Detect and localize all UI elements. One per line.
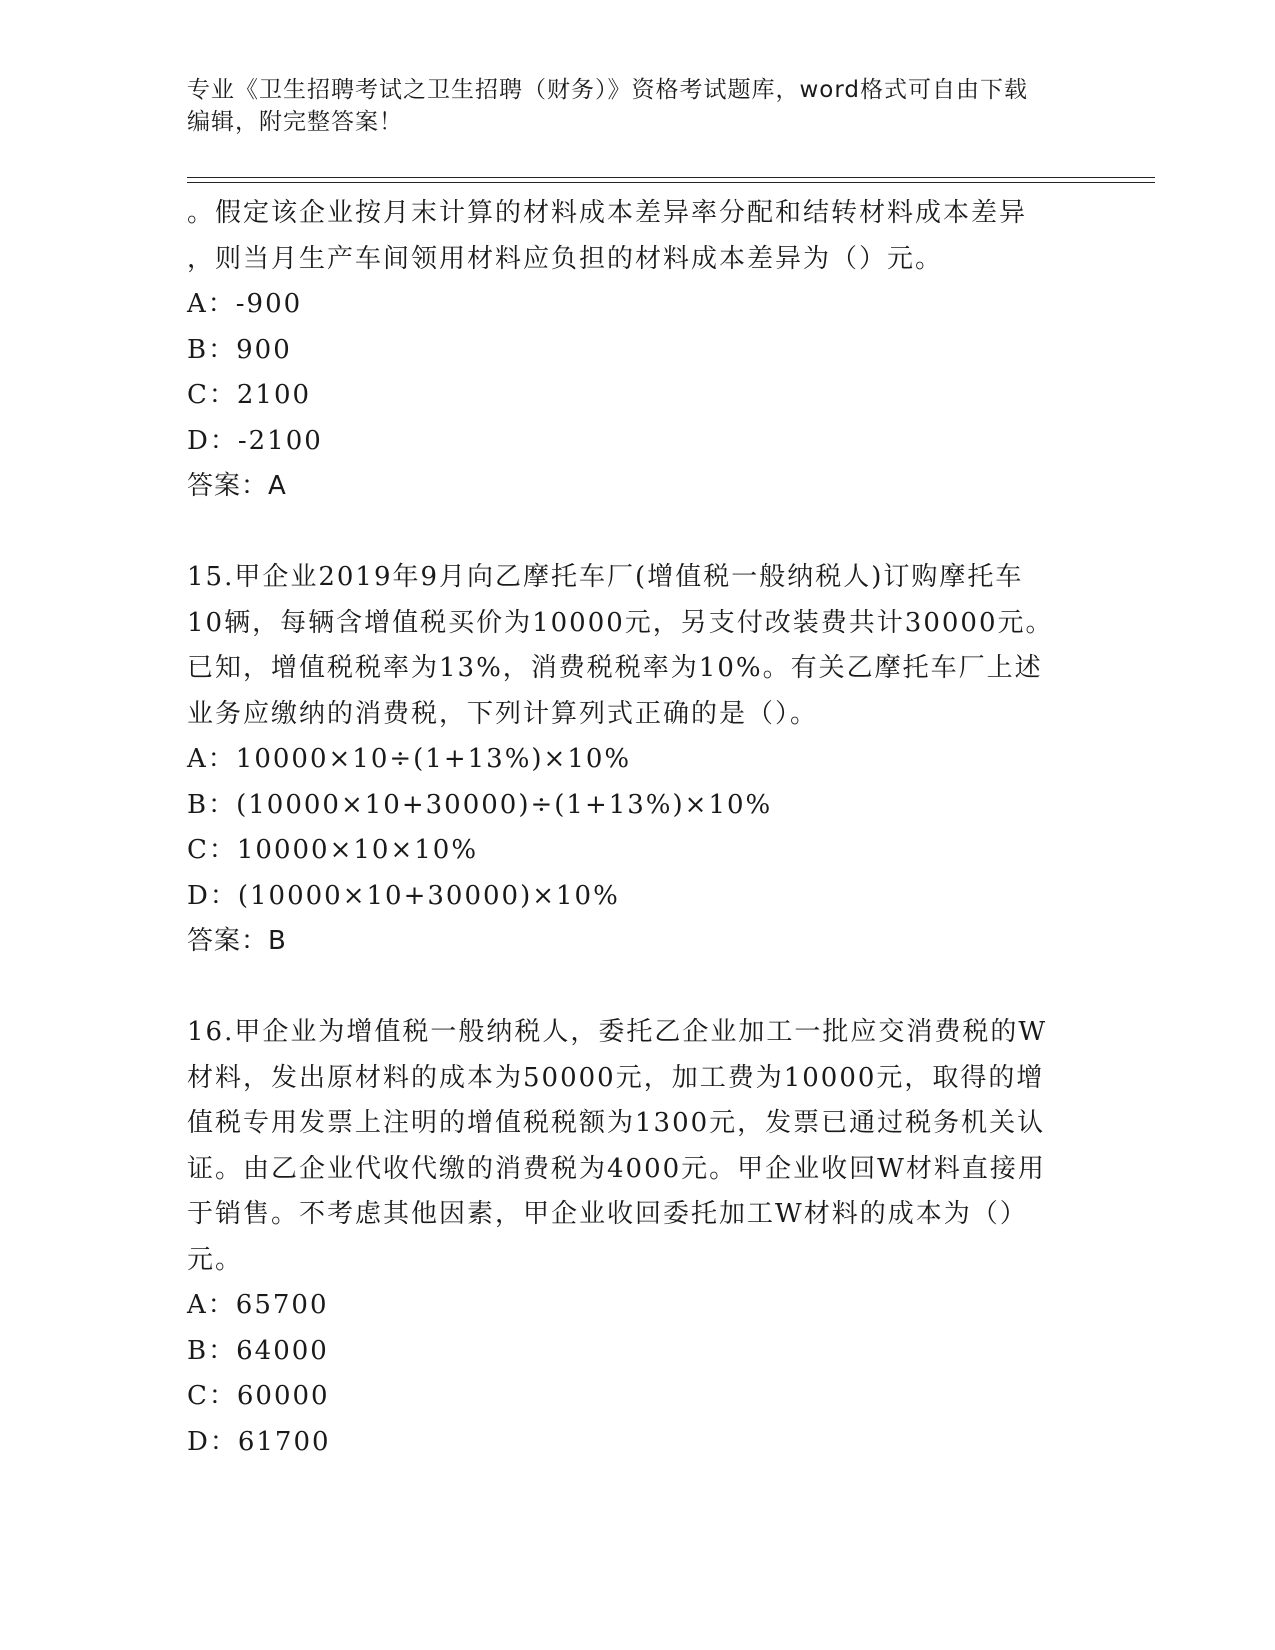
question-stem-line: 证。由乙企业代收代缴的消费税为4000元。甲企业收回W材料直接用 — [187, 1153, 1046, 1184]
question-15 — [187, 555, 1087, 965]
spacer — [187, 965, 1087, 1011]
question-14 — [187, 191, 1087, 510]
header-line-2: 编辑，附完整答案！ — [187, 109, 403, 135]
option-a: A：10000×10÷(1+13%)×10% — [187, 744, 632, 774]
header-divider-bottom — [187, 182, 1155, 183]
header-divider-top — [187, 177, 1155, 178]
answer: 答案：A — [187, 471, 287, 501]
answer: 答案：B — [187, 926, 287, 956]
question-stem-line: 已知，增值税税率为13%，消费税税率为10%。有关乙摩托车厂上述 — [187, 653, 1043, 683]
option-a: A：-900 — [187, 289, 303, 319]
question-16 — [187, 1010, 1087, 1465]
option-c: C：10000×10×10% — [187, 835, 479, 865]
question-stem-line: ，则当月生产车间领用材料应负担的材料成本差异为（）元。 — [187, 243, 944, 274]
question-stem-line: 15.甲企业2019年9月向乙摩托车厂(增值税一般纳税人)订购摩托车 — [187, 562, 1024, 592]
option-a: A：65700 — [187, 1290, 329, 1320]
document-body — [187, 191, 1087, 1465]
document-header — [187, 74, 1087, 138]
question-stem-line: 业务应缴纳的消费税，下列计算列式正确的是（）。 — [187, 698, 819, 729]
question-stem-line: 值税专用发票上注明的增值税税额为1300元，发票已通过税务机关认 — [187, 1108, 1046, 1138]
question-stem-line: 。假定该企业按月末计算的材料成本差异率分配和结转材料成本差异 — [187, 198, 1028, 228]
option-c: C：2100 — [187, 380, 312, 410]
question-stem-line: 10辆，每辆含增值税买价为10000元，另支付改装费共计30000元。 — [187, 607, 1054, 638]
option-b: B：64000 — [187, 1335, 329, 1366]
option-b: B：(10000×10+30000)÷(1+13%)×10% — [187, 789, 773, 820]
header-line-1: 专业《卫生招聘考试之卫生招聘（财务）》资格考试题库，word格式可自由下载 — [187, 77, 1029, 103]
spacer — [187, 510, 1087, 556]
option-b: B：900 — [187, 334, 292, 365]
option-d: D：61700 — [187, 1426, 331, 1457]
option-d: D：-2100 — [187, 425, 323, 456]
question-stem-line: 材料，发出原材料的成本为50000元，加工费为10000元，取得的增 — [187, 1062, 1045, 1093]
question-stem-line: 于销售。不考虑其他因素，甲企业收回委托加工W材料的成本为（） — [187, 1199, 1028, 1229]
option-d: D：(10000×10+30000)×10% — [187, 880, 620, 911]
question-stem-line: 元。 — [187, 1244, 244, 1275]
option-c: C：60000 — [187, 1381, 330, 1411]
question-stem-line: 16.甲企业为增值税一般纳税人，委托乙企业加工一批应交消费税的W — [187, 1017, 1048, 1047]
